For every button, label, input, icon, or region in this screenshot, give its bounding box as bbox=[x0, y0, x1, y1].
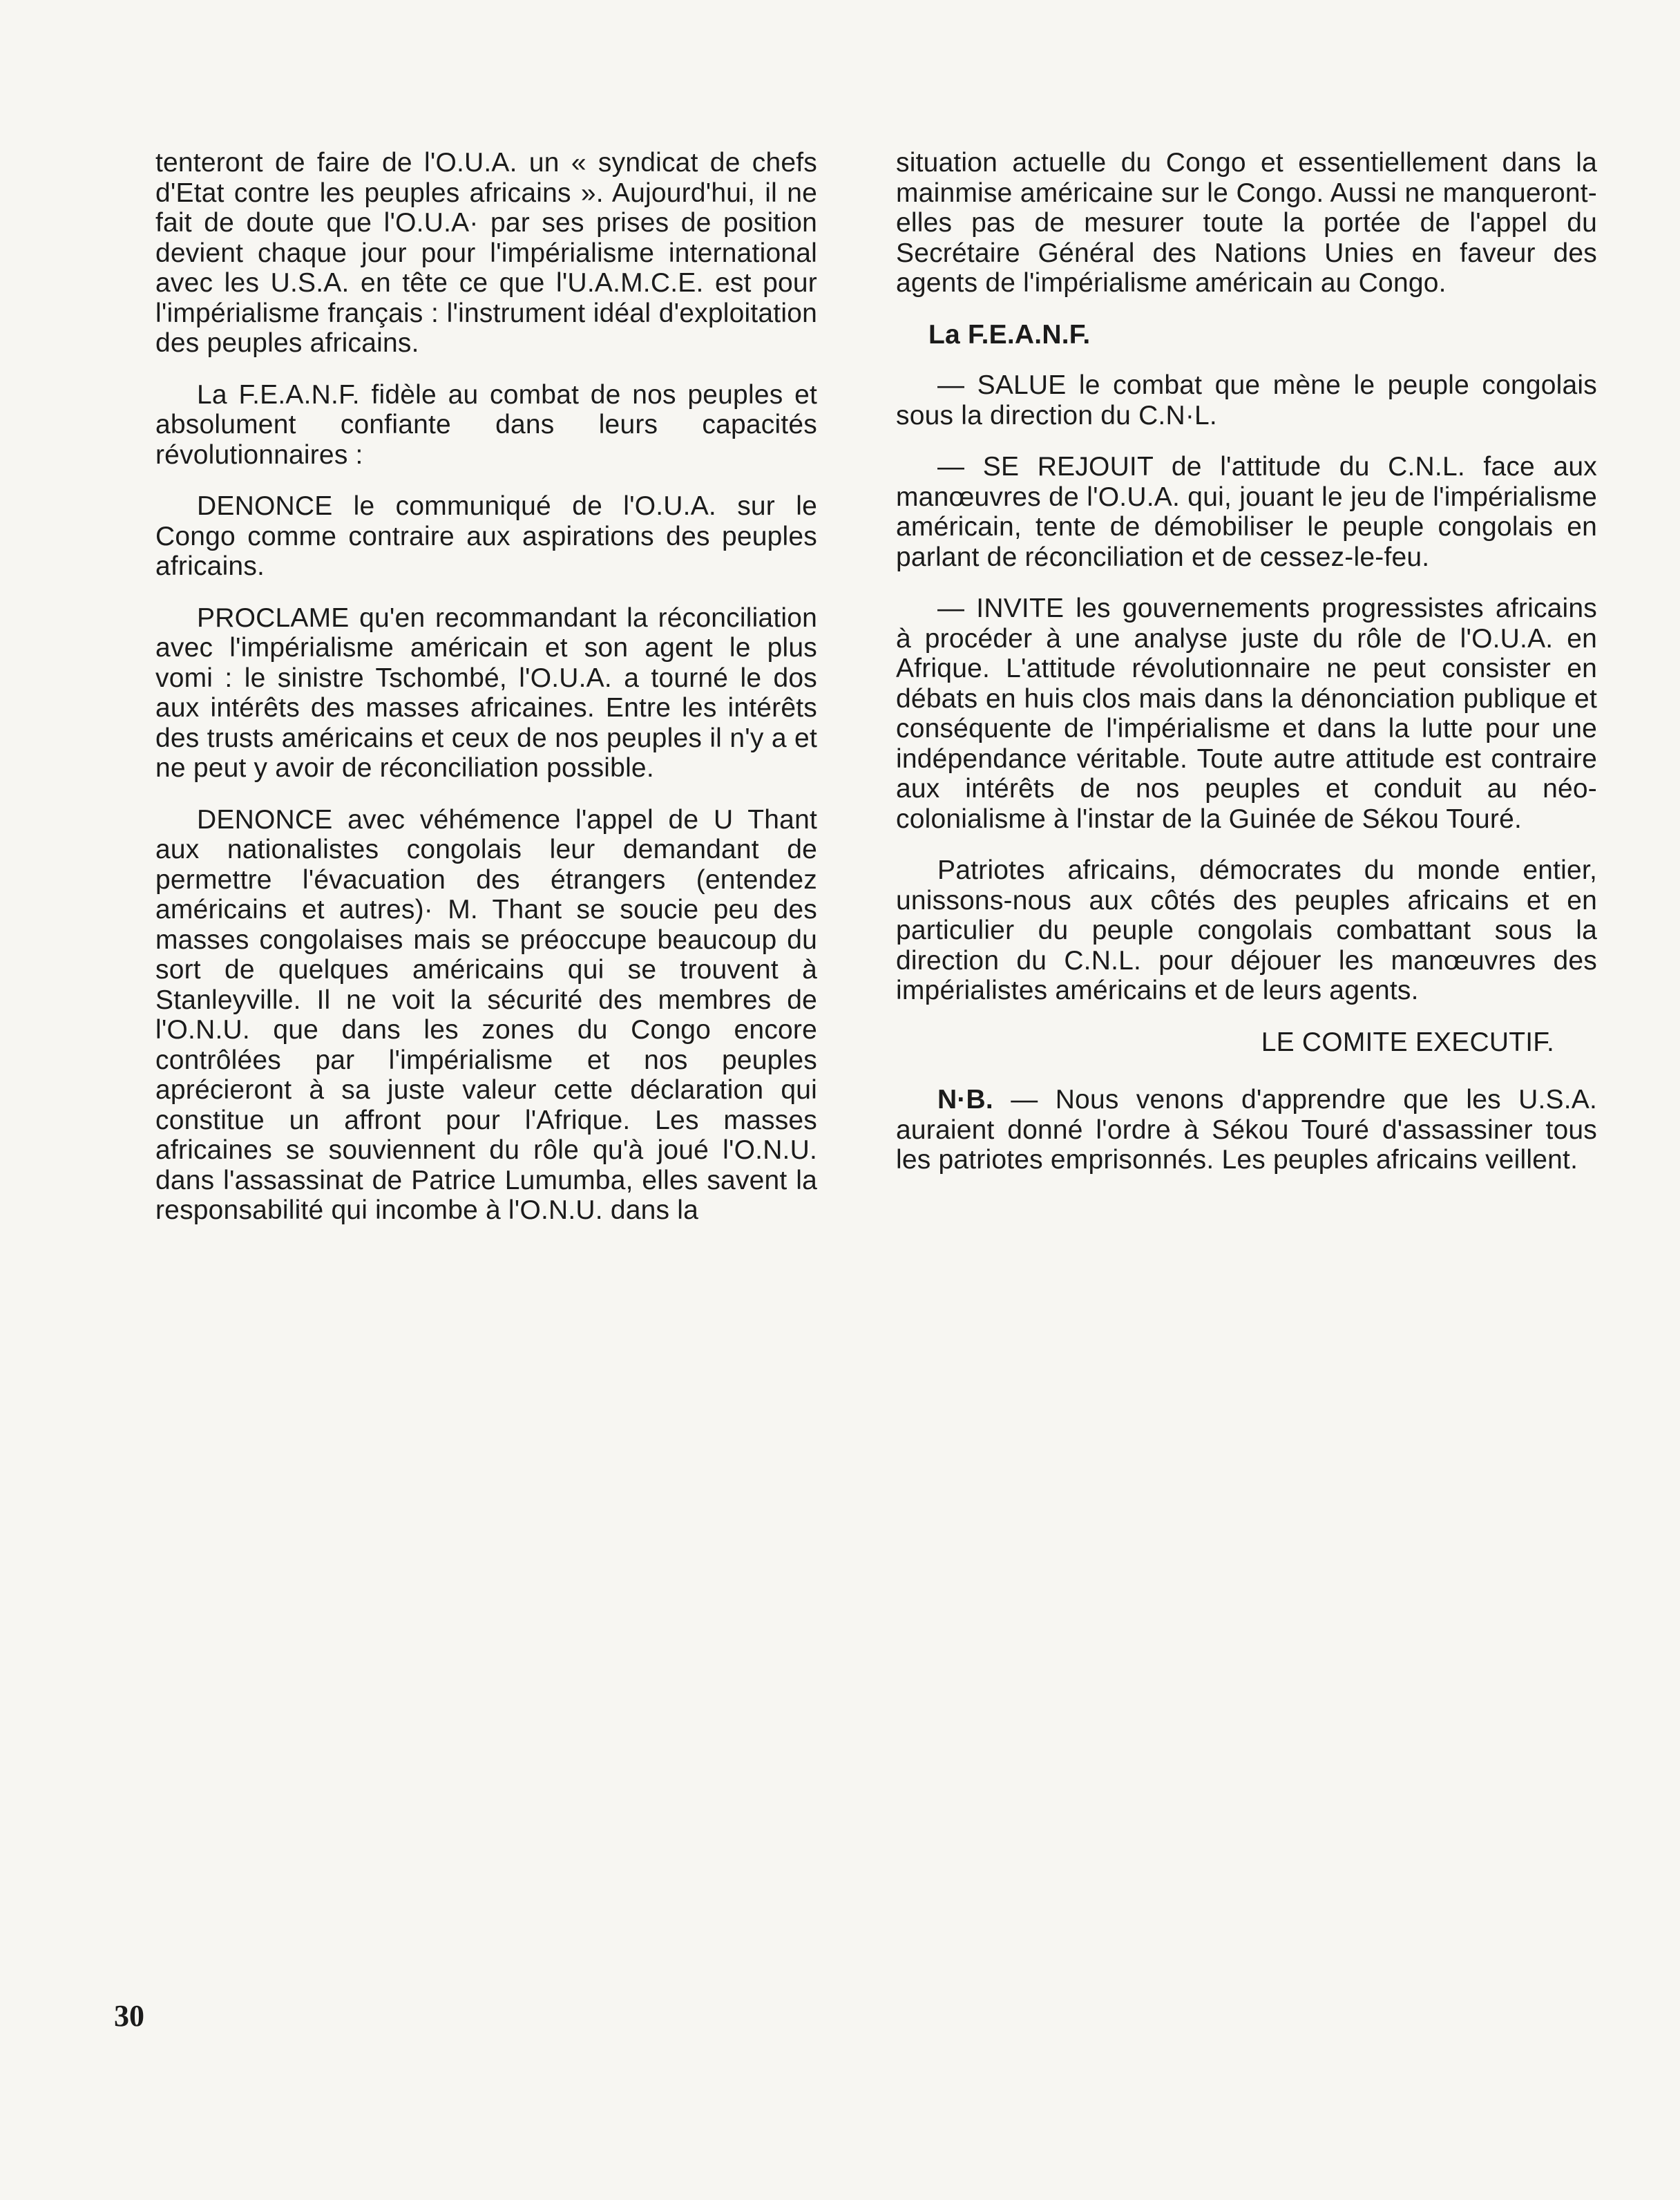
paragraph-proclame: PROCLAME qu'en recommandant la réconciliation avec l'impérialisme américain et son agent le plus vomi : le sinistre Tschombé, l'O.U.A. a tourné le dos aux intérêts des masses africaines. Entre les intérêts des trusts américains et ceux de nos peuples il n'y a et ne peut y avoir de réconciliation possible. bbox=[155, 603, 817, 783]
paragraph-denonce-communique: DENONCE le communiqué de l'O.U.A. sur le Congo comme contraire aux aspirations des peuples africains. bbox=[155, 491, 817, 581]
paragraph-patriotes: Patriotes africains, démocrates du monde entier, unissons-nous aux côtés des peuples africains et en particulier du peuple congolais combattant sous la direction du C.N.L. pour déjouer les manœuvres des impérialistes américains et de leurs agents. bbox=[896, 855, 1597, 1005]
nota-bene-text: — Nous venons d'apprendre que les U.S.A. auraient donné l'ordre à Sékou Touré d'assassiner tous les patriotes emprisonnés. Les peuples africains veillent. bbox=[896, 1085, 1597, 1175]
right-column bbox=[896, 148, 1597, 1197]
left-column bbox=[155, 148, 817, 1247]
paragraph-invite: — INVITE les gouvernements progressistes africains à procéder à une analyse juste du rôle de l'O.U.A. en Afrique. L'attitude révolutionnaire ne peut consister en débats en huis clos mais dans la dénonciation publique et conséquente de l'impérialisme et dans la lutte pour une indépendance véritable. Toute autre attitude est contraire aux intérêts de nos peuples et conduit au néo-colonialisme à l'instar de la Guinée de Sékou Touré. bbox=[896, 594, 1597, 834]
paragraph-salue: — SALUE le combat que mène le peuple congolais sous la direction du C.N·L. bbox=[896, 370, 1597, 430]
nota-bene-label: N·B. bbox=[937, 1085, 993, 1115]
paragraph-situation-congo: situation actuelle du Congo et essentiellement dans la mainmise américaine sur le Congo. Aussi ne manqueront-elles pas de mesurer toute la portée de l'appel du Secrétaire Général des Nations Unies en faveur des agents de l'impérialisme américain au Congo. bbox=[896, 148, 1597, 298]
paragraph-nota-bene bbox=[896, 1085, 1597, 1175]
paragraph-se-rejouit: — SE REJOUIT de l'attitude du C.N.L. face aux manœuvres de l'O.U.A. qui, jouant le jeu de l'impérialisme américain, tente de démobiliser le peuple congolais en parlant de réconciliation et de cessez-le-feu. bbox=[896, 452, 1597, 572]
page-number: 30 bbox=[114, 1999, 144, 2033]
paragraph-denonce-u-thant: DENONCE avec véhémence l'appel de U Thant aux nationalistes congolais leur demandant de permettre l'évacuation des étrangers (entendez américains et autres)· M. Thant se soucie peu des masses congolaises mais se préoccupe beaucoup du sort de quelques américains qui se trouvent à Stanleyville. Il ne voit la sécurité des membres de l'O.N.U. que dans les zones du Congo encore contrôlées par l'impérialisme et nos peuples aprécieront à sa juste valeur cette déclaration qui constitue un affront pour l'Afrique. Les masses africaines se souviennent du rôle qu'à joué l'O.N.U. dans l'assassinat de Patrice Lumumba, elles savent la responsabilité qui incombe à l'O.N.U. dans la bbox=[155, 804, 817, 1225]
paragraph-feanf-intro: La F.E.A.N.F. fidèle au combat de nos peuples et absolument confiante dans leurs capacités révolutionnaires : bbox=[155, 379, 817, 470]
section-heading-feanf: La F.E.A.N.F. bbox=[928, 319, 1091, 350]
paragraph-oua-syndicat: tenteront de faire de l'O.U.A. un « syndicat de chefs d'Etat contre les peuples africains ». Aujourd'hui, il ne fait de doute que l'O.U.A· par ses prises de position devient chaque jour pour l'impérialisme international avec les U.S.A. en tête ce que l'U.A.M.C.E. est pour l'impérialisme français : l'instrument idéal d'exploitation des peuples africains. bbox=[155, 148, 817, 358]
signature-comite-executif: LE COMITE EXECUTIF. bbox=[1261, 1027, 1554, 1057]
